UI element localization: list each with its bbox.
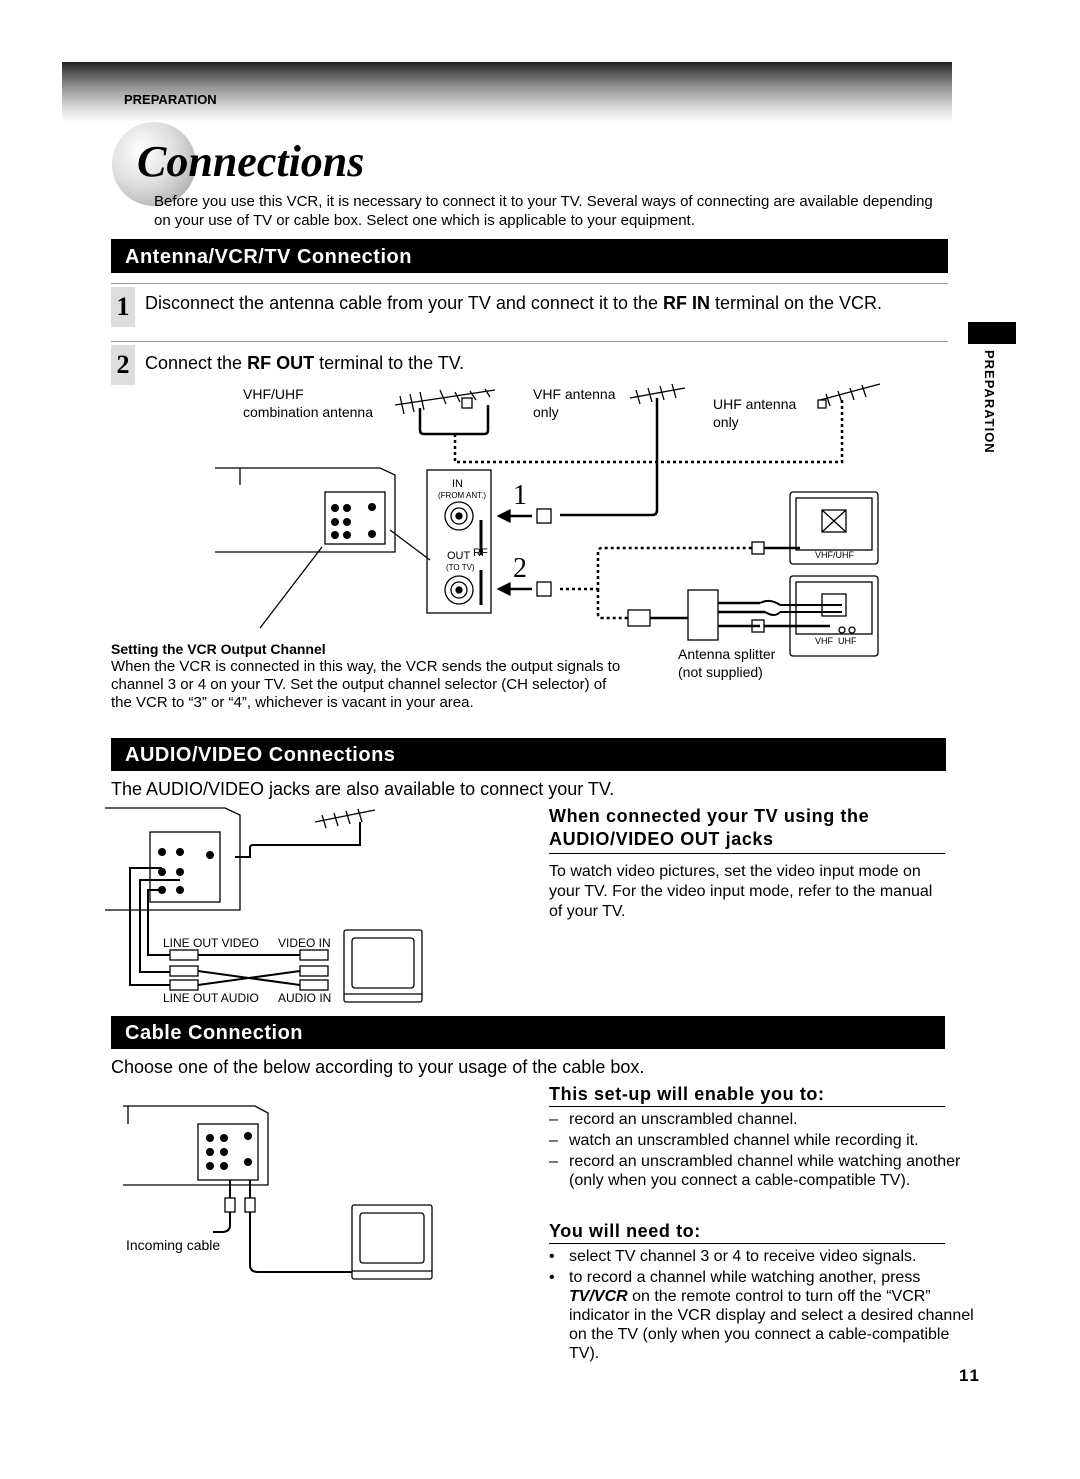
intro-text: Before you use this VCR, it is necessary to connect it to your TV. Several ways of connecting are available depending on your use of TV or cable box. Select one which is applicable to your equipment. (154, 193, 933, 229)
cable-heading: Cable Connection (111, 1016, 945, 1049)
page-number: 11 (959, 1366, 981, 1385)
to-tv-label: (TO TV) (446, 563, 475, 572)
output-channel-heading: Setting the VCR Output Channel (111, 641, 326, 657)
cable-lead: Choose one of the below according to your usage of the cable box. (111, 1057, 645, 1077)
uhf-only-label: only (713, 414, 739, 430)
av-subheading-1: When connected your TV using the (549, 806, 870, 826)
tv-vhf-uhf-label: VHF/UHF (815, 550, 854, 560)
vhf-only-label: only (533, 404, 559, 420)
antenna-heading: Antenna/VCR/TV Connection (111, 239, 948, 273)
line-out-video-label: LINE OUT VIDEO (163, 936, 259, 950)
output-channel-text: When the VCR is connected in this way, the VCR sends the output signals to channel 3 or 4 on your TV. Set the output channel selector (CH selector) of the VCR to “3” or “4”, whichever is vacant in your area. (111, 658, 621, 711)
callout-1: 1 (513, 480, 527, 511)
enable-heading: This set-up will enable you to: (549, 1084, 825, 1104)
combination-antenna-label: combination antenna (243, 404, 373, 420)
side-tab-label: PREPARATION (982, 350, 997, 454)
incoming-cable-label: Incoming cable (126, 1237, 221, 1253)
vhf-uhf-label: VHF/UHF (243, 386, 304, 402)
splitter-label: Antenna splitter (678, 646, 776, 662)
step-number-1: 1 (111, 287, 135, 327)
list-item: – watch an unscrambled channel while recording it. (549, 1132, 919, 1149)
step-2-text: Connect the RF OUT terminal to the TV. (145, 353, 465, 373)
rf-label: RF (473, 547, 488, 559)
av-lead: The AUDIO/VIDEO jacks are also available to connect your TV. (111, 779, 615, 799)
rf-out-label: OUT (447, 550, 471, 562)
step-number-2: 2 (111, 345, 135, 385)
step-1-text: Disconnect the antenna cable from your TV and connect it to the RF IN terminal on the VCR. (145, 293, 883, 313)
not-supplied-label: (not supplied) (678, 664, 763, 680)
callout-2: 2 (513, 553, 527, 584)
need-heading: You will need to: (549, 1221, 701, 1241)
audio-in-label: AUDIO IN (278, 991, 332, 1005)
av-text: To watch video pictures, set the video input mode on your TV. For the video input mode, refer to the manual of your TV. (549, 863, 933, 920)
av-subheading-2: AUDIO/VIDEO OUT jacks (549, 829, 774, 849)
list-item: – record an unscrambled channel. (549, 1111, 798, 1128)
from-ant-label: (FROM ANT.) (438, 491, 486, 500)
page-title: Connections (137, 137, 365, 186)
section-label: PREPARATION (124, 92, 217, 107)
tv-uhf-label: UHF (838, 636, 857, 646)
av-heading: AUDIO/VIDEO Connections (111, 738, 946, 771)
list-item: • select TV channel 3 or 4 to receive video signals. (549, 1248, 917, 1265)
rf-in-label: IN (452, 478, 463, 490)
vhf-antenna-label: VHF antenna (533, 386, 616, 402)
video-in-label: VIDEO IN (278, 936, 331, 950)
tv-vhf-label: VHF (815, 636, 833, 646)
line-out-audio-label: LINE OUT AUDIO (163, 991, 259, 1005)
uhf-antenna-label: UHF antenna (713, 396, 797, 412)
list-item: – record an unscrambled channel while watching another (only when you connect a cable-compatible TV). (549, 1153, 961, 1189)
list-item: • to record a channel while watching another, press TV/VCR on the remote control to turn off the “VCR” indicator in the VCR display and select a desired channel on the TV (only when you connect a cable-compatible TV). (549, 1269, 974, 1362)
